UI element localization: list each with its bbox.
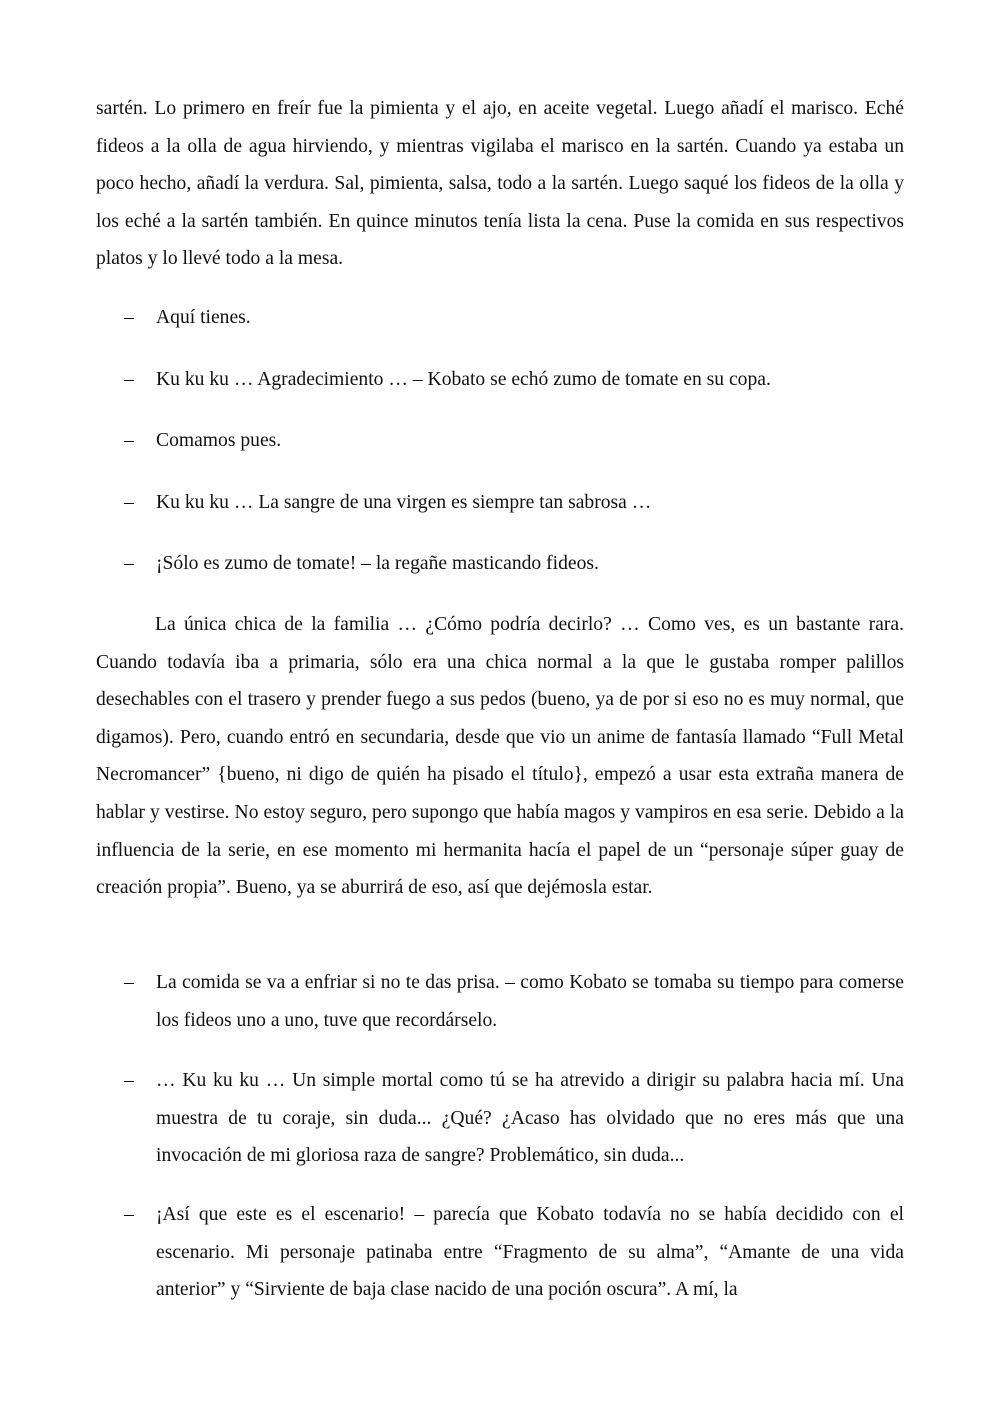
dialogue-text: … Ku ku ku … Un simple mortal como tú se ha atrevido a dirigir su palabra hacia mí. Una muestra de tu coraje, sin duda... ¿Qué? ¿Acaso has olvidado que no eres más que una invocación de mi gloriosa raza de sangre? Problemático, sin duda... [156,1070,904,1167]
dialogue-line-6 [96,964,904,1039]
dialogue-line-8 [96,1196,904,1309]
dialogue-text: Comamos pues. [156,430,282,451]
dialogue-dash: – [124,972,134,993]
paragraph-1: sartén. Lo primero en freír fue la pimienta y el ajo, en aceite vegetal. Luego añadí el marisco. Eché fideos a la olla de agua hirviendo, y mientras vigilaba el marisco en la sartén. Cuando ya estaba un poco hecho, añadí la verdura. Sal, pimienta, salsa, todo a la sartén. Luego saqué los fideos de la olla y los eché a la sartén también. En quince minutos tenía lista la cena. Puse la comida en sus respectivos platos y lo llevé todo a la mesa. [96,98,904,270]
dialogue-text: Ku ku ku … Agradecimiento … – Kobato se echó zumo de tomate en su copa. [156,369,771,390]
dialogue-dash: – [124,553,134,574]
dialogue-line-4 [96,484,904,522]
dialogue-dash: – [124,307,134,328]
dialogue-text: ¡Así que este es el escenario! – parecía que Kobato todavía no se había decidido con el escenario. Mi personaje patinaba entre “Fragmento de su alma”, “Amante de una vida anterior” y “Sirviente de baja clase nacido de una poción oscura”. A mí, la [156,1204,904,1301]
dialogue-text: Ku ku ku … La sangre de una virgen es siempre tan sabrosa … [156,492,652,513]
dialogue-dash: – [124,369,134,390]
dialogue-dash: – [124,430,134,451]
dialogue-line-7 [96,1062,904,1175]
paragraph-2: La única chica de la familia … ¿Cómo podría decirlo? … Como ves, es un bastante rara. Cuando todavía iba a primaria, sólo era una chica normal a la que le gustaba romper palillos desechables con el trasero y prender fuego a sus pedos (bueno, ya de por si eso no es muy normal, que digamos). Pero, cuando entró en secundaria, desde que vio un anime de fantasía llamado “Full Metal Necromancer” {bueno, ni digo de quién ha pisado el título}, empezó a usar esta extraña manera de hablar y vestirse. No estoy seguro, pero supongo que había magos y vampiros en esa serie. Debido a la influencia de la serie, en ese momento mi hermanita hacía el papel de un “personaje súper guay de creación propia”. Bueno, ya se aburrirá de eso, así que dejémosla estar. [96,614,904,899]
dialogue-text: Aquí tienes. [156,307,251,328]
dialogue-dash: – [124,1204,134,1225]
dialogue-line-3 [96,422,904,460]
dialogue-line-5 [96,545,904,583]
dialogue-dash: – [124,492,134,513]
dialogue-text: ¡Sólo es zumo de tomate! – la regañe masticando fideos. [156,553,599,574]
dialogue-line-1 [96,299,904,337]
dialogue-dash: – [124,1070,134,1091]
dialogue-text: La comida se va a enfriar si no te das prisa. – como Kobato se tomaba su tiempo para comerse los fideos uno a uno, tuve que recordárselo. [156,972,904,1031]
dialogue-line-2 [96,361,904,399]
